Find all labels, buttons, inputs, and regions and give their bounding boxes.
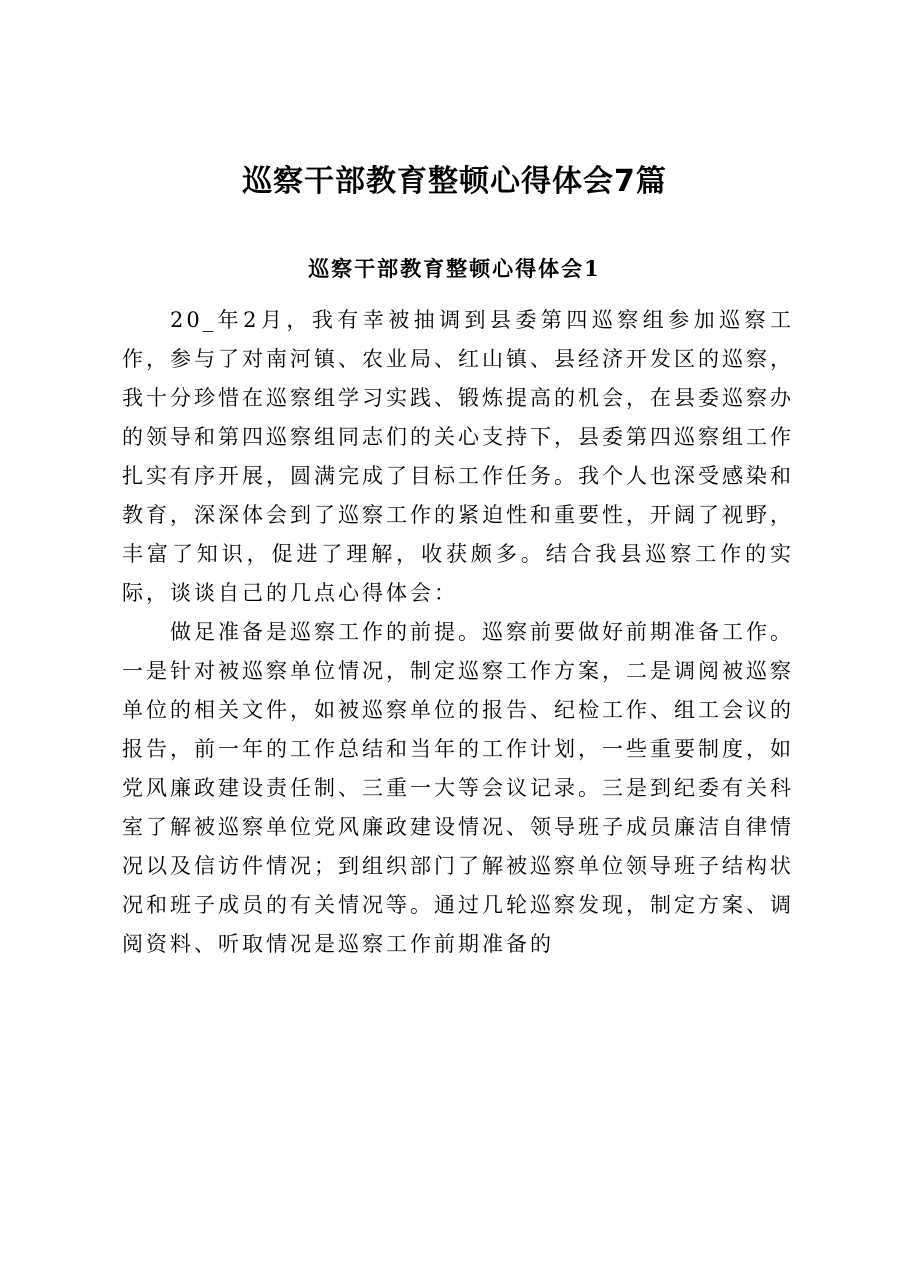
section-subtitle: 巡察干部教育整顿心得体会1 [308,256,601,281]
document-title: 巡察干部教育整顿心得体会7篇 [242,164,667,199]
paragraph-intro: 20_年2月，我有幸被抽调到县委第四巡察组参加巡察工作，参与了对南河镇、农业局、红山镇、县经济开发区的巡察，我十分珍惜在巡察组学习实践、锻炼提高的机会，在县委巡察办的领导和第四巡察组同志们的关心支持下，县委第四巡察组工作扎实有序开展，圆满完成了目标工作任务。我个人也深受感染和教育，深深体会到了巡察工作的紧迫性和重要性，开阔了视野，丰富了知识，促进了理解，收获颇多。结合我县巡察工作的实际，谈谈自己的几点心得体会： [122,308,794,605]
paragraph-preparation: 做足准备是巡察工作的前提。巡察前要做好前期准备工作。一是针对被巡察单位情况，制定巡察工作方案，二是调阅被巡察单位的相关文件，如被巡察单位的报告、纪检工作、组工会议的报告，前一年的工作总结和当年的工作计划，一些重要制度，如党风廉政建设责任制、三重一大等会议记录。三是到纪委有关科室了解被巡察单位党风廉政建设情况、领导班子成员廉洁自律情况以及信访件情况；到组织部门了解被巡察单位领导班子结构状况和班子成员的有关情况等。通过几轮巡察发现，制定方案、调阅资料、听取情况是巡察工作前期准备的 [122,620,794,956]
document-body [122,301,794,964]
